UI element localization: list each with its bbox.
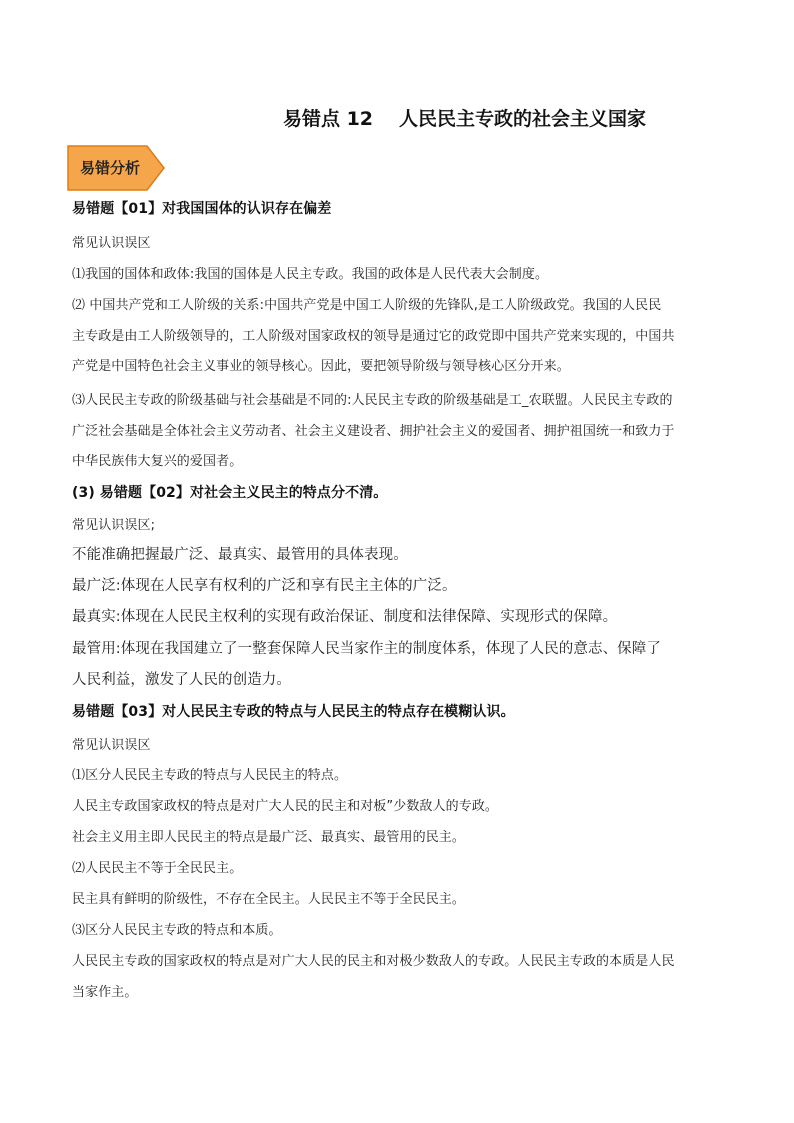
text-line: ⑶人民民主专政的阶级基础与社会基础是不同的:人民民主专政的阶级基础是工_农联盟。人民民主专政的: [72, 393, 673, 408]
text-line: 人民主专政国家政权的特点是对广大人民的民主和对板”少数敌人的专政。: [72, 799, 499, 814]
text-line: 人民民主专政的国家政权的特点是对广大人民的民主和对极少数敌人的专政。人民民主专政的本质是人民: [72, 954, 675, 969]
text-line: 最真实:体现在人民民主权利的实现有政治保证、制度和法律保障、实现形式的保障。: [72, 609, 618, 625]
text-line: 民主具有鲜明的阶级性，不存在全民主。人民民主不等于全民民主。: [72, 892, 466, 907]
text-line: 社会主义用主即人民民主的特点是最广泛、最真实、最管用的民主。: [72, 830, 466, 845]
heading-02: (3) 易错题【02】对社会主义民主的特点分不清。: [72, 485, 388, 501]
badge-label: 易错分析: [79, 159, 140, 177]
text-line: ⑴区分人民民主专政的特点与人民民主的特点。: [72, 768, 348, 783]
text-line: ⑵人民民主不等于全民民主。: [72, 861, 243, 876]
heading-01: 易错题【01】对我国国体的认识存在偏差: [72, 201, 332, 217]
text-line: 中华民族伟大复兴的爱国者。: [72, 454, 243, 469]
title-number: 易错点 12: [282, 108, 374, 130]
heading-03: 易错题【03】对人民民主专政的特点与人民民主的特点存在模糊认识。: [72, 704, 515, 720]
text-line: 常见认识误区: [72, 738, 151, 753]
text-line: 常见认识误区;: [72, 518, 156, 533]
text-line: 当家作主。: [72, 985, 138, 1000]
text-line: 最广泛:体现在人民享有权利的广泛和享有民主主体的广泛。: [72, 578, 457, 594]
text-line: 广泛社会基础是全体社会主义劳动者、社会主义建设者、拥护社会主义的爱国者、拥护祖国统一和致力于: [72, 424, 675, 439]
text-line: ⑵ 中国共产党和工人阶级的关系:中国共产党是中国工人阶级的先锋队,是工人阶级政党。我国的人民民: [72, 298, 662, 313]
section-badge: [67, 145, 165, 191]
text-line: 最管用:体现在我国建立了一整套保障人民当家作主的制度体系，体现了人民的意志、保障了: [72, 641, 661, 657]
text-line: ⑶区分人民民主专政的特点和本质。: [72, 923, 282, 938]
text-line: 常见认识误区: [72, 236, 151, 251]
title-topic: 人民民主专政的社会主义国家: [399, 108, 647, 130]
text-line: 人民利益，激发了人民的创造力。: [72, 672, 291, 688]
text-line: 主专政是由工人阶级领导的，工人阶级对国家政权的领导是通过它的政党即中国共产党来实现的，中国共: [72, 329, 675, 344]
text-line: 产党是中国特色社会主义事业的领导核心。因此，要把领导阶级与领导核心区分开来。: [72, 359, 570, 374]
page-title: [0, 104, 794, 131]
text-line: ⑴我国的国体和政体:我国的国体是人民主专政。我国的政体是人民代表大会制度。: [72, 267, 549, 282]
text-line: 不能准确把握最广泛、最真实、最管用的具体表现。: [72, 547, 408, 563]
